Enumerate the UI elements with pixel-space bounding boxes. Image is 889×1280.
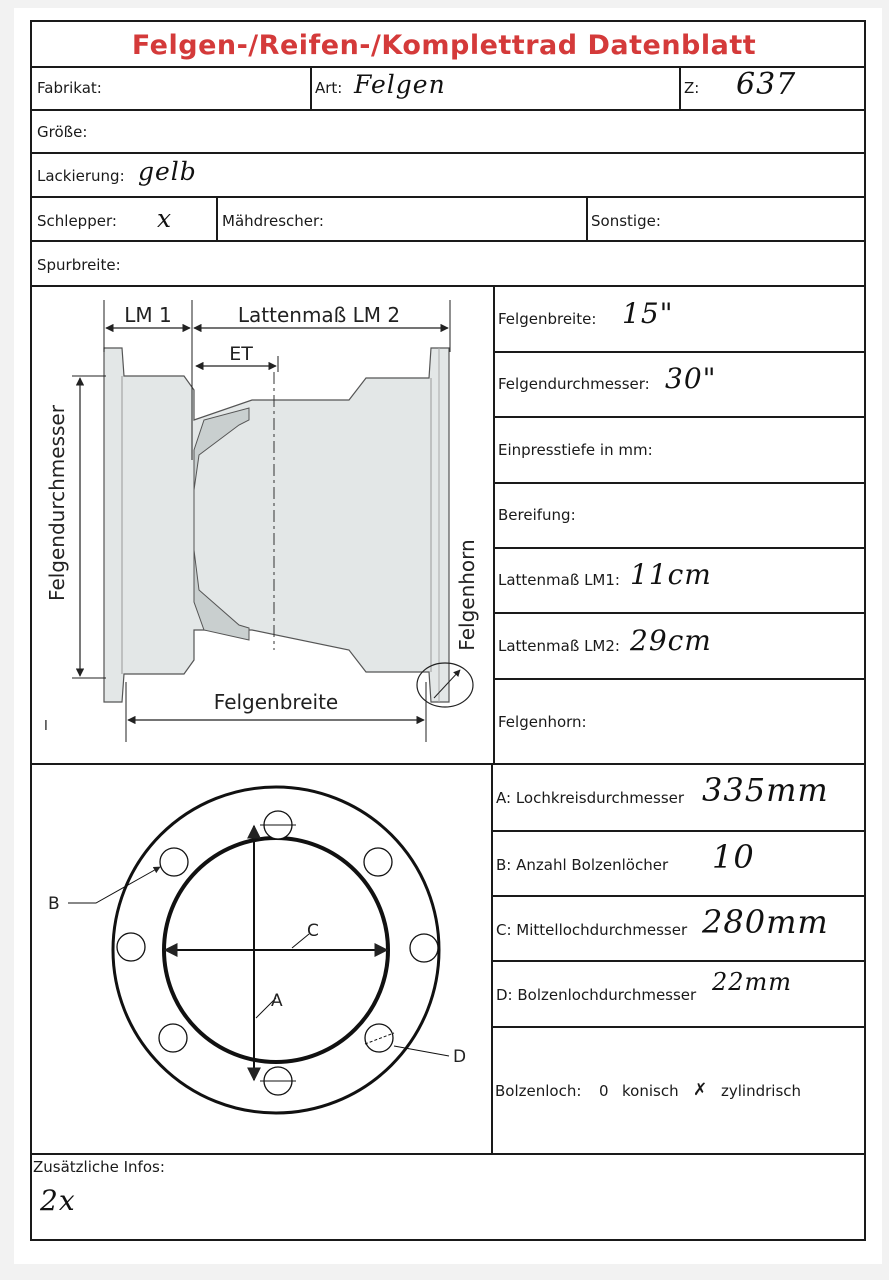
rim-shape [104, 348, 449, 702]
felgenbreite-label: Felgenbreite [213, 690, 339, 714]
art-label: Art: [315, 79, 343, 97]
rim-field-label: Felgendurchmesser: [498, 375, 650, 393]
schlepper-label: Schlepper: [37, 212, 117, 230]
corner-mark: I [44, 719, 48, 734]
bolt-field-label: D: Bolzenlochdurchmesser [496, 986, 697, 1004]
bolt-field-value[interactable]: 22mm [712, 968, 793, 996]
bolzenloch-label: Bolzenloch: [495, 1082, 582, 1100]
lackierung-value: gelb [138, 157, 197, 186]
bolzenloch-opt1-label: konisch [622, 1082, 679, 1100]
bolt-hole [365, 1024, 393, 1052]
bolt-field-value[interactable]: 10 [712, 838, 755, 876]
bolt-hole [159, 1024, 187, 1052]
extra-value: 2x [40, 1184, 76, 1217]
bolt-field-label: A: Lochkreisdurchmesser [496, 789, 685, 807]
label-b: B [48, 894, 60, 914]
lackierung-label: Lackierung: [37, 167, 125, 185]
rim-field-label: Einpresstiefe in mm: [498, 440, 653, 459]
fabrikat-label: Fabrikat: [37, 79, 102, 97]
z-label: Z: [684, 79, 700, 97]
rim-field-label: Lattenmaß LM1: [498, 571, 620, 589]
z-value: 637 [736, 67, 797, 102]
rim-field-label: Lattenmaß LM2: [498, 636, 620, 655]
label-d: D [453, 1047, 467, 1067]
rim-field-value[interactable]: 15" [622, 296, 674, 330]
extra-label: Zusätzliche Infos: [33, 1158, 165, 1176]
rim-field-label: Felgenhorn: [498, 712, 587, 731]
bolt-field-label: B: Anzahl Bolzenlöcher [496, 856, 669, 874]
sonstige-label: Sonstige: [591, 212, 661, 230]
lm1-label: LM 1 [124, 303, 172, 327]
rim-field-value[interactable]: 29cm [630, 623, 712, 657]
rim-field-label: Felgenbreite: [498, 309, 597, 328]
label-a: A [271, 991, 283, 1011]
row-spurbreite [30, 240, 866, 287]
page-title: Felgen-/Reifen-/Komplettrad Datenblatt [131, 29, 757, 61]
bolt-hole [160, 848, 188, 876]
row-schlepper [30, 196, 866, 242]
rim-field-label: Bereifung: [498, 506, 576, 524]
bolt-hole [117, 933, 145, 961]
label-c: C [307, 921, 319, 941]
bolt-field-value[interactable]: 280mm [702, 903, 829, 941]
schlepper-value: x [157, 204, 173, 233]
maehdrescher-label: Mähdrescher: [222, 212, 324, 230]
bolt-hole [364, 848, 392, 876]
lm2-label: Lattenmaß LM 2 [237, 303, 401, 327]
bolt-diagram [34, 768, 488, 1152]
et-label: ET [229, 343, 253, 365]
row-groesse [30, 109, 866, 154]
felgenhorn-label: Felgenhorn [455, 539, 479, 651]
bolt-field-value[interactable]: 335mm [702, 771, 829, 809]
bolzenloch-opt2-mark[interactable]: ✗ [693, 1080, 708, 1100]
rim-field-value[interactable]: 30" [665, 362, 717, 395]
bolzenloch-opt2-label: zylindrisch [721, 1082, 802, 1100]
bolt-hole [410, 934, 438, 962]
groesse-label: Größe: [37, 123, 88, 141]
bolt-field-label: C: Mittellochdurchmesser [496, 921, 688, 939]
rim-field-value[interactable]: 11cm [630, 558, 712, 591]
bolzenloch-opt1-mark[interactable]: 0 [599, 1082, 609, 1100]
art-value: Felgen [354, 70, 446, 99]
spurbreite-label: Spurbreite: [37, 256, 121, 274]
felgendurchmesser-label: Felgendurchmesser [45, 405, 69, 601]
rim-diagram [34, 290, 490, 762]
